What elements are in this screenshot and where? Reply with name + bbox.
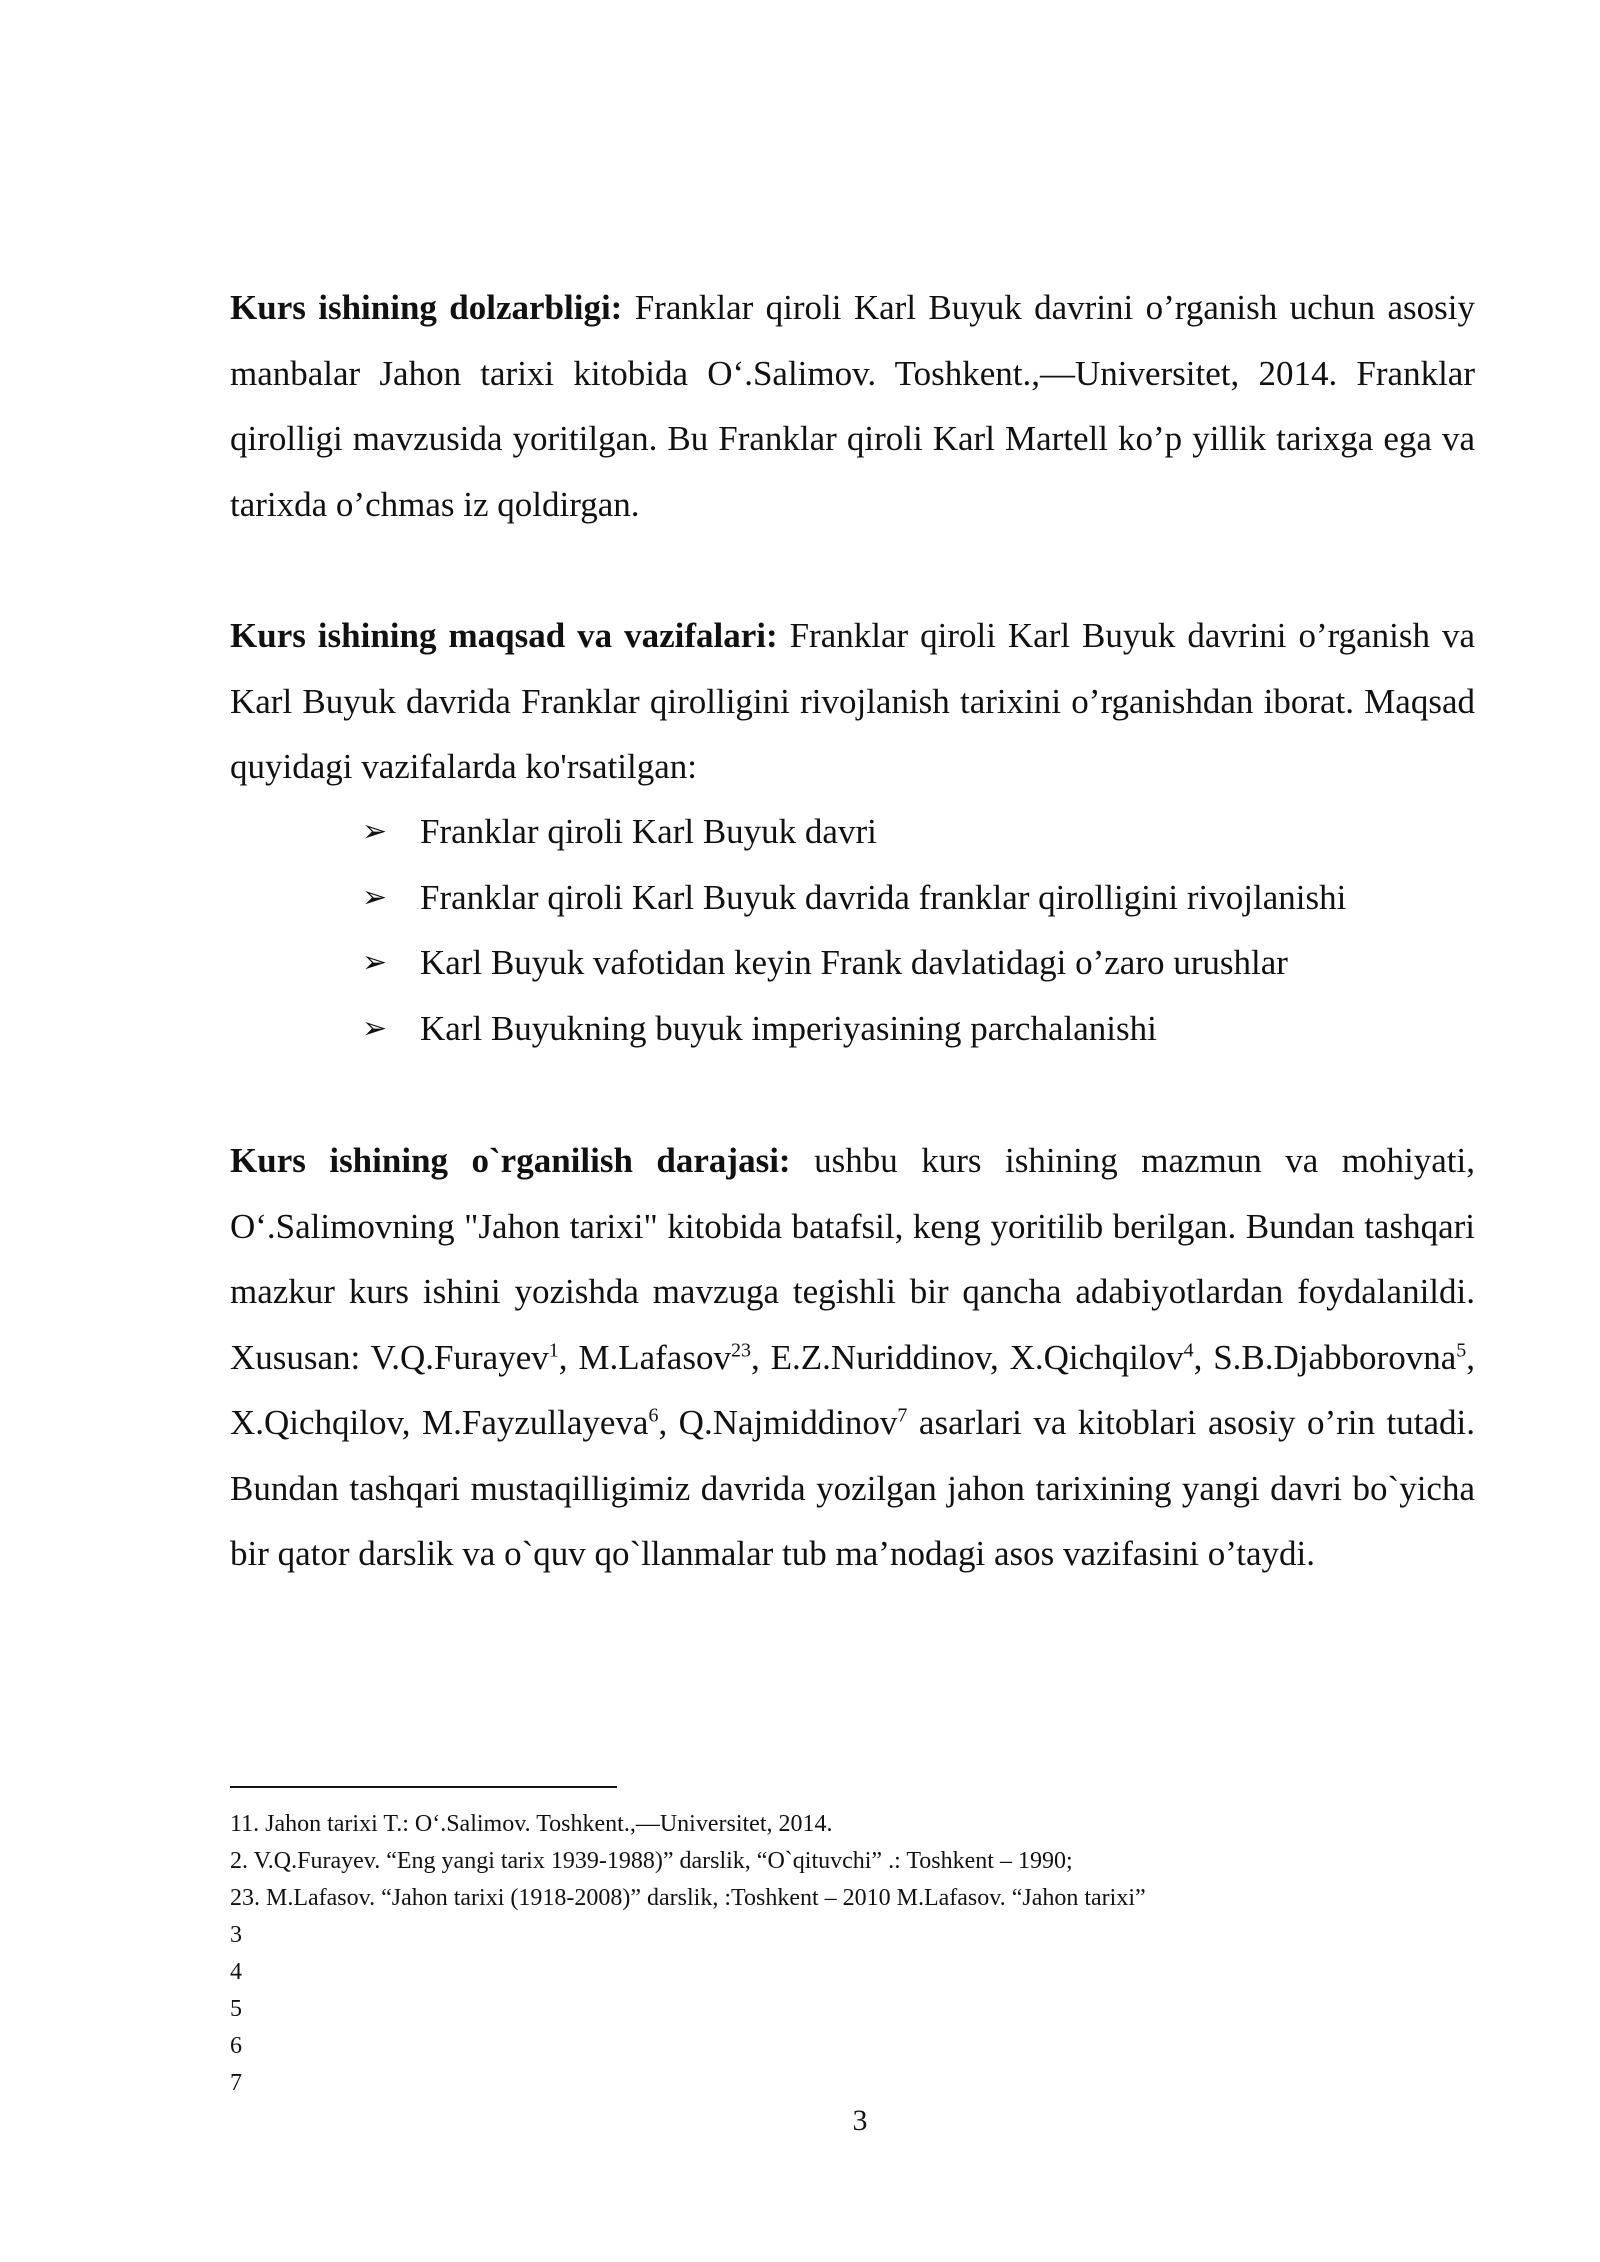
tasks-list bbox=[362, 799, 1346, 1061]
study-paragraph bbox=[230, 1128, 1475, 1587]
goals-heading: Kurs ishining maqsad va vazifalari: bbox=[230, 616, 778, 655]
footnote-item: 3 bbox=[230, 1922, 242, 1948]
footnote-ref[interactable]: 4 bbox=[1183, 1338, 1194, 1361]
study-text-7: asarlari va kitoblari asosiy o’rin tutadi. Bundan tashqari mustaqilligimiz davrida yozilgan jahon tarixining yangi davri bo`yicha bir qator darslik va o`quv qo`llanmalar tub ma’nodagi asos vazifasini o’taydi. bbox=[230, 1403, 1475, 1573]
footnote-ref[interactable]: 6 bbox=[648, 1404, 659, 1427]
footnote-item: 4 bbox=[230, 1959, 242, 1985]
footnote-ref[interactable]: 23 bbox=[730, 1338, 751, 1361]
goals-text: Franklar qiroli Karl Buyuk davrini o’rganish va Karl Buyuk davrida Franklar qirolligini rivojlanish tarixini o’rganishdan iborat. Maqsad quyidagi vazifalarda ko'rsatilgan: bbox=[230, 616, 1475, 786]
arrow-bullet-icon: ➢ bbox=[362, 879, 388, 915]
footnote-item: 23. M.Lafasov. “Jahon tarixi (1918-2008)” darslik, :Toshkent – 2010 M.Lafasov. “Jahon tarixi” bbox=[230, 1885, 1146, 1911]
study-text-6: , Q.Najmiddinov bbox=[658, 1403, 898, 1442]
footnotes-list bbox=[230, 1806, 1146, 2102]
task-text: Karl Buyuk vafotidan keyin Frank davlatidagi o’zaro urushlar bbox=[420, 943, 1288, 982]
study-text-4: , S.B.Djabborovna bbox=[1193, 1337, 1457, 1377]
task-text: Karl Buyukning buyuk imperiyasining parchalanishi bbox=[420, 1008, 1157, 1048]
arrow-bullet-icon: ➢ bbox=[362, 814, 388, 849]
task-text: Franklar qiroli Karl Buyuk davri bbox=[420, 812, 877, 851]
goals-paragraph bbox=[230, 603, 1475, 800]
relevance-text: Franklar qiroli Karl Buyuk davrini o’rganish uchun asosiy manbalar Jahon tarixi kitobida O‘.Salimov. Toshkent.,—Universitet, 2014. Franklar qirolligi mavzusida yoritilgan. Bu Franklar qiroli Karl Martell ko’p yillik tarixga ega va tarixda o’chmas iz qoldirgan. bbox=[230, 288, 1475, 524]
list-item bbox=[362, 996, 1346, 1062]
relevance-heading: Kurs ishining dolzarbligi: bbox=[230, 288, 623, 327]
list-item bbox=[362, 799, 1346, 865]
page-number: 3 bbox=[852, 2104, 868, 2137]
relevance-paragraph bbox=[230, 275, 1475, 537]
footnote-ref[interactable]: 5 bbox=[1456, 1338, 1467, 1361]
arrow-bullet-icon: ➢ bbox=[362, 945, 388, 980]
footnote-item: 11. Jahon tarixi T.: O‘.Salimov. Toshkent.,—Universitet, 2014. bbox=[230, 1811, 833, 1837]
list-item bbox=[362, 930, 1346, 996]
list-item bbox=[362, 865, 1346, 931]
study-heading: Kurs ishining o`rganilish darajasi: bbox=[230, 1141, 791, 1180]
footnote-ref[interactable]: 1 bbox=[548, 1338, 559, 1361]
study-text-2: , M.Lafasov bbox=[558, 1337, 731, 1377]
footnote-item: 7 bbox=[230, 2070, 242, 2096]
footnote-separator bbox=[230, 1786, 617, 1788]
study-text-5: , X.Qichqilov, M.Fayzullayeva bbox=[230, 1337, 1475, 1442]
study-text-1: ushbu kurs ishining mazmun va mohiyati, O‘.Salimovning "Jahon tarixi" kitobida batafsil, keng yoritilib berilgan. Bundan tashqari mazkur kurs ishini yozishda mavzuga tegishli bir qancha adabiyotlardan foydalanildi. Xususan: V.Q.Furayev bbox=[230, 1141, 1475, 1377]
study-text-3: , E.Z.Nuriddinov, X.Qichqilov bbox=[750, 1337, 1184, 1377]
footnote-item: 2. V.Q.Furayev. “Eng yangi tarix 1939-1988)” darslik, “O`qituvchi” .: Toshkent – 1990; bbox=[230, 1848, 1073, 1874]
footnote-item: 5 bbox=[230, 1996, 242, 2022]
footnote-item: 6 bbox=[230, 2033, 242, 2059]
footnote-ref[interactable]: 7 bbox=[897, 1404, 908, 1427]
task-text: Franklar qiroli Karl Buyuk davrida franklar qirolligini rivojlanishi bbox=[420, 877, 1347, 917]
arrow-bullet-icon: ➢ bbox=[362, 1010, 388, 1046]
